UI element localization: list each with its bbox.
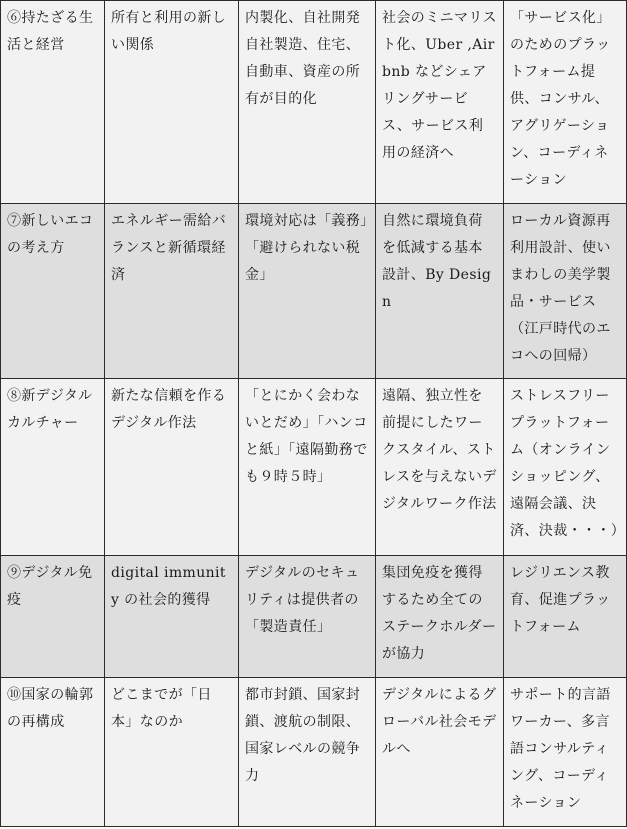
theme-cell: ⑧新デジタルカルチャー bbox=[1, 379, 105, 556]
issue-cell: どこまでが「日本」なのか bbox=[105, 678, 239, 827]
theme-cell: ⑨デジタル免疫 bbox=[1, 556, 105, 678]
solution-cell: ストレスフリープラットフォーム（オンラインショッピング、遠隔会議、決済、決裁・・・） bbox=[504, 379, 627, 556]
table-row bbox=[1, 556, 627, 678]
theme-cell: ⑥持たざる生活と経営 bbox=[1, 1, 105, 204]
solution-cell: 「サービス化」のためのプラットフォーム提供、コンサル、アグリゲーション、コーディネーション bbox=[504, 1, 627, 204]
table-row bbox=[1, 204, 627, 379]
table-row bbox=[1, 678, 627, 827]
theme-cell: ⑩国家の輪郭の再構成 bbox=[1, 678, 105, 827]
table-row bbox=[1, 379, 627, 556]
current-state-cell: デジタルのセキュリティは提供者の「製造責任」 bbox=[239, 556, 376, 678]
direction-cell: 社会のミニマリスト化、Uber ,Airbnb などシェアリングサービス、サービス利用の経済へ bbox=[376, 1, 504, 204]
solution-cell: レジリエンス教育、促進プラットフォーム bbox=[504, 556, 627, 678]
current-state-cell: 環境対応は「義務」「避けられない税金」 bbox=[239, 204, 376, 379]
issue-cell: エネルギー需給バランスと新循環経済 bbox=[105, 204, 239, 379]
current-state-cell: 内製化、自社開発自社製造、住宅、自動車、資産の所有が目的化 bbox=[239, 1, 376, 204]
issue-cell: 所有と利用の新しい関係 bbox=[105, 1, 239, 204]
current-state-cell: 都市封鎖、国家封鎖、渡航の制限、国家レベルの競争力 bbox=[239, 678, 376, 827]
solution-cell: ローカル資源再利用設計、使いまわしの美学製品・サービス（江戸時代のエコへの回帰） bbox=[504, 204, 627, 379]
issue-cell: digital immunity の社会的獲得 bbox=[105, 556, 239, 678]
current-state-cell: 「とにかく会わないとだめ」「ハンコと紙」「遠隔勤務でも９時５時」 bbox=[239, 379, 376, 556]
direction-cell: デジタルによるグローバル社会モデルへ bbox=[376, 678, 504, 827]
direction-cell: 自然に環境負荷を低減する基本設計、By Design bbox=[376, 204, 504, 379]
table-row bbox=[1, 1, 627, 204]
issue-cell: 新たな信頼を作るデジタル作法 bbox=[105, 379, 239, 556]
solution-cell: サポート的言語ワーカー、多言語コンサルティング、コーディネーション bbox=[504, 678, 627, 827]
theme-cell: ⑦新しいエコの考え方 bbox=[1, 204, 105, 379]
direction-cell: 遠隔、独立性を前提にしたワークスタイル、ストレスを与えないデジタルワーク作法 bbox=[376, 379, 504, 556]
direction-cell: 集団免疫を獲得するため全てのステークホルダーが協力 bbox=[376, 556, 504, 678]
